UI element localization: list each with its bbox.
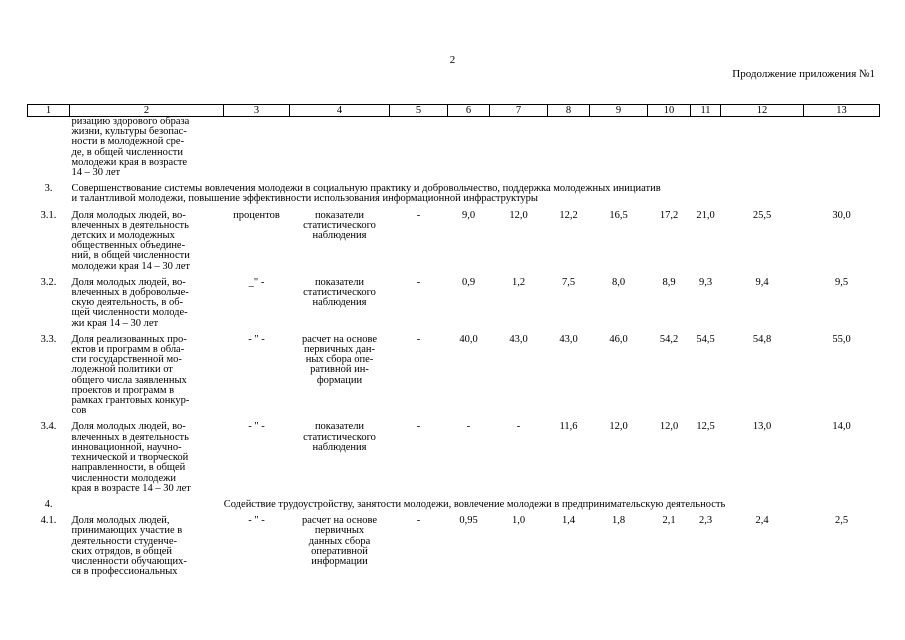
value-cell: 8,9 [662,276,676,288]
value-cell: - [516,421,521,433]
value-cell: - [416,515,421,527]
section-row [28,500,880,510]
value-cell: 2,5 [834,515,849,527]
value-cell: 12,5 [696,421,715,433]
data-source: показатели статистического наблюдения [303,421,376,453]
value-cell: - [416,276,421,288]
table-row [28,335,880,417]
column-header: 12 [721,105,804,117]
value-cell: 54,2 [659,333,679,345]
value-cell: 13,0 [752,421,772,433]
appendix-note: Продолжение приложения №1 [732,68,875,80]
value-cell: 9,4 [755,276,769,288]
value-cell: 12,0 [659,421,679,433]
indicator-name: Доля молодых людей, принимающих участие в деятельности студенче- ских отрядов, в общей численности обучающих- ся в профессиональных [71,515,187,578]
section-number: 3. [44,183,53,195]
row-number: 3.1. [40,209,57,221]
unit: процентов [233,209,280,221]
value-cell: 7,5 [561,276,576,288]
section-number: 4. [44,498,53,510]
value-cell: 40,0 [459,333,478,345]
value-cell: 0,9 [461,276,476,288]
table-header-row [28,105,880,117]
column-header: 8 [548,105,590,117]
value-cell: 55,0 [832,333,851,345]
value-cell: - [416,333,421,345]
unit: - " - [248,421,265,433]
value-cell: 43,0 [559,333,578,345]
value-cell: 43,0 [509,333,528,345]
section-row [28,184,880,204]
value-cell: 9,5 [834,276,849,288]
row-number: 3.3. [40,333,57,345]
unit: _" - [248,276,265,288]
value-cell: 2,3 [698,515,713,527]
column-header: 6 [448,105,490,117]
table-row [28,516,880,577]
table-row [28,211,880,272]
value-cell: 14,0 [832,421,851,433]
column-header: 11 [691,105,721,117]
value-cell: 9,3 [698,276,713,288]
row-number: 4.1. [40,515,57,527]
column-header: 7 [490,105,548,117]
data-source: расчет на основе первичных дан- ных сбора опе- ративной ин- формации [301,333,378,386]
column-header: 5 [390,105,448,117]
value-cell: 0,95 [459,515,478,527]
section-title: Совершенствование системы вовлечения молодежи в социальную практику и добровольчество, поддержка молодежных инициатив и талантливой молодежи, повышение эффективности использования информационной инфраструктуры [71,183,661,205]
value-cell: 9,0 [461,209,476,221]
value-cell: 46,0 [609,333,628,345]
value-cell: 21,0 [696,209,715,221]
column-header: 1 [28,105,70,117]
unit: - " - [248,515,265,527]
page-number: 2 [449,54,456,66]
table-row [28,117,880,179]
value-cell: 12,0 [609,421,628,433]
section-title: Содействие трудоустройству, занятости молодежи, вовлечение молодежи в предпринимательскую деятельность [223,498,726,510]
column-header: 2 [70,105,224,117]
value-cell: 1,8 [611,515,626,527]
table-row [28,422,880,493]
indicator-name: Доля молодых людей, во- влеченных в деятельность детских и молодежных общественных объедине- ний, в общей численности молодежи края 14 – 30 лет [71,209,191,272]
value-cell: 8,0 [611,276,626,288]
data-source: расчет на основе первичных данных сбора оперативной информации [301,515,378,567]
value-cell: - [466,421,471,433]
value-cell: - [416,209,421,221]
value-cell: 12,0 [509,209,528,221]
unit: - " - [248,333,265,345]
value-cell: 2,1 [662,515,676,527]
value-cell: 1,4 [561,515,576,527]
value-cell: 30,0 [832,209,851,221]
row-number: 3.4. [40,421,57,433]
column-header: 3 [224,105,290,117]
value-cell: 2,4 [755,515,769,527]
value-cell: 1,0 [511,515,526,527]
data-source: показатели статистического наблюдения [303,209,376,242]
value-cell: 54,8 [752,333,772,345]
value-cell: 12,2 [559,209,578,221]
value-cell: 16,5 [609,209,628,221]
value-cell: 1,2 [511,276,526,288]
value-cell: 11,6 [559,421,578,433]
value-cell: 17,2 [659,209,679,221]
table-row [28,278,880,329]
indicator-name: Доля молодых людей, во- влеченных в деятельность инновационной, научно- технической и творческой направленности, в общей численности молодежи края в возрасте 14 – 30 лет [71,421,191,494]
value-cell: 25,5 [752,209,772,221]
data-source: показатели статистического наблюдения [303,276,376,309]
indicator-name: Доля реализованных про- ектов и программ в обла- сти государственной мо- лодежной политики от общего числа заявленных проектов и программ в рамках грантовых конкур- сов [71,333,190,417]
value-cell: - [416,421,421,433]
column-header: 10 [648,105,691,117]
column-header: 13 [804,105,880,117]
indicator-name: ризацию здорового образа жизни, культуры безопас- ности в молодежной сре- де, в общей численности молодежи края в возрасте 14 – 30 лет [71,116,190,179]
column-header: 4 [290,105,390,117]
column-header: 9 [590,105,648,117]
value-cell: 54,5 [696,333,715,345]
indicator-name: Доля молодых людей, во- влеченных в добровольче- скую деятельность, в об- щей численности молоде- жи края 14 – 30 лет [71,276,189,329]
row-number: 3.2. [40,276,57,288]
indicators-table [27,104,880,577]
